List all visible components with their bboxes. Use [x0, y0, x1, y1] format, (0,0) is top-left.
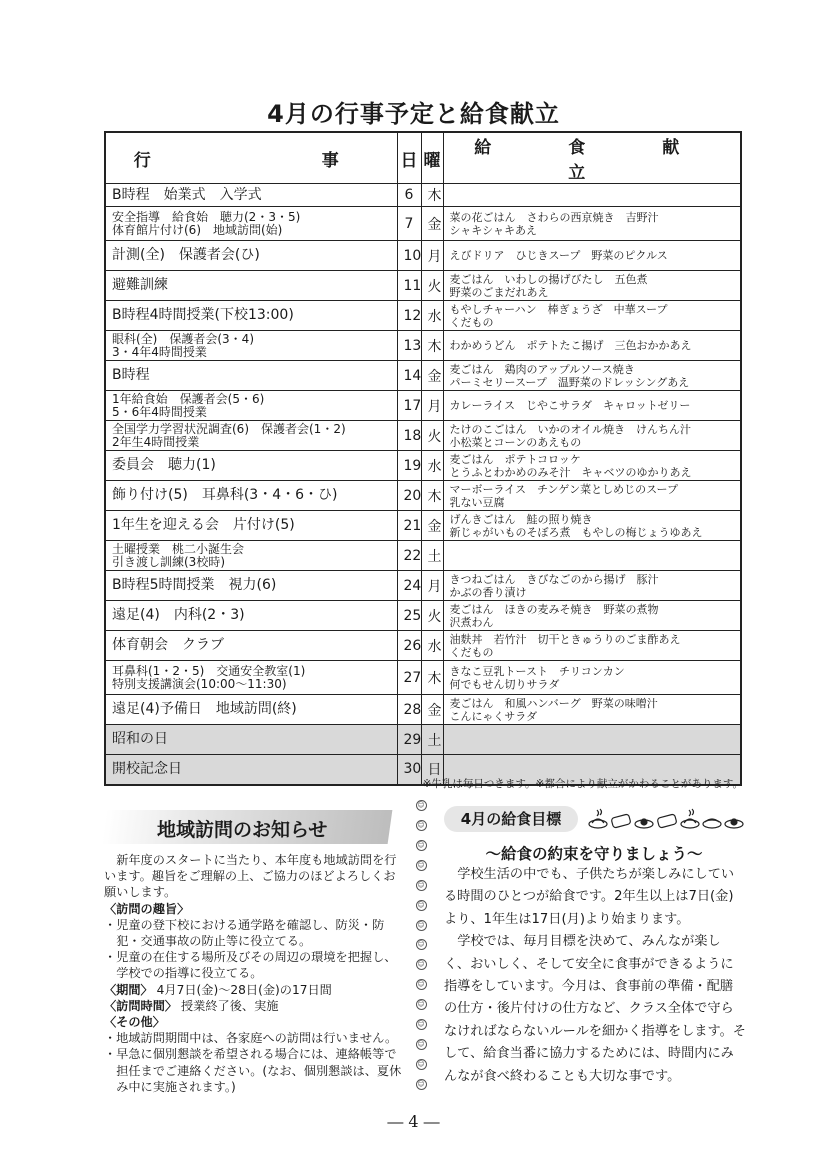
period-value: 4月7日(金)～28日(金)の17日間 — [156, 982, 332, 997]
event-cell: 飾り付け(5) 耳鼻科(3・4・6・ひ) — [105, 481, 397, 511]
table-row — [105, 601, 741, 631]
table-row — [105, 361, 741, 391]
event-cell: 計測(全) 保護者会(ひ) — [105, 241, 397, 271]
header-events: 行 事 — [105, 132, 397, 184]
weekday-cell: 木 — [421, 481, 443, 511]
menu-cell: わかめうどん ポテトたこ揚げ 三色おかかあえ — [443, 331, 741, 361]
menu-cell: 麦ごはん 和風ハンバーグ 野菜の味噌汁 こんにゃくサラダ — [443, 695, 741, 725]
other-item: ・地域訪問期間中は、各家庭への訪問は行いません。 — [104, 1031, 398, 1046]
event-cell: 遠足(4) 内科(2・3) — [105, 601, 397, 631]
weekday-cell: 月 — [421, 391, 443, 421]
day-cell: 22 — [397, 541, 421, 571]
table-row — [105, 511, 741, 541]
menu-cell: 麦ごはん ポテトコロッケ とうふとわかめのみそ汁 キャベツのゆかりあえ — [443, 451, 741, 481]
dot-icon: ☺ — [417, 1079, 425, 1088]
table-row — [105, 725, 741, 755]
goal-body — [444, 864, 746, 1088]
dot-icon: ☺ — [417, 1020, 425, 1029]
visit-intro: 新年度のスタートに当たり、本年度も地域訪問を行います。趣旨をご理解の上、ご協力のほどよろしくお願いします。 — [104, 853, 397, 900]
weekday-cell: 金 — [421, 511, 443, 541]
menu-cell: たけのこごはん いかのオイル焼き けんちん汁 小松菜とコーンのあえもの — [443, 421, 741, 451]
table-row — [105, 631, 741, 661]
weekday-cell: 金 — [421, 695, 443, 725]
day-cell: 30 — [397, 755, 421, 785]
table-row — [105, 391, 741, 421]
column-divider — [413, 800, 429, 1090]
visit-body — [104, 852, 404, 1095]
dot-icon: ☺ — [417, 840, 425, 849]
day-cell: 18 — [397, 421, 421, 451]
weekday-cell: 火 — [421, 421, 443, 451]
weekday-cell: 水 — [421, 301, 443, 331]
event-cell: 開校記念日 — [105, 755, 397, 785]
day-cell: 10 — [397, 241, 421, 271]
dot-icon: ☺ — [417, 940, 425, 949]
table-row — [105, 241, 741, 271]
event-cell: 眼科(全) 保護者会(3・4) 3・4年4時間授業 — [105, 331, 397, 361]
purpose-item: ・児童の登下校における通学路を確認し、防災・防犯・交通事故の防止等に役立てる。 — [104, 917, 385, 949]
dot-icon: ☺ — [417, 900, 425, 909]
menu-cell: カレーライス じやこサラダ キャロットゼリー — [443, 391, 741, 421]
weekday-cell: 木 — [421, 331, 443, 361]
weekday-cell: 金 — [421, 207, 443, 241]
weekday-cell: 火 — [421, 601, 443, 631]
table-row — [105, 421, 741, 451]
menu-cell: 麦ごはん いわしの揚げびたし 五色煮 野菜のごまだれあえ — [443, 271, 741, 301]
menu-cell: 菜の花ごはん さわらの西京焼き 吉野汁 シャキシャキあえ — [443, 207, 741, 241]
dot-icon: ☺ — [417, 820, 425, 829]
table-note: ※牛乳は毎日つきます。※都合により献立がかわることがあります。 — [422, 778, 743, 790]
weekday-cell: 土 — [421, 725, 443, 755]
dot-icon: ☺ — [417, 801, 425, 809]
dot-icon: ☺ — [417, 920, 425, 929]
table-row — [105, 207, 741, 241]
dot-icon: ☺ — [417, 1000, 425, 1009]
time-line — [104, 998, 404, 1014]
event-cell: 1年生を迎える会 片付け(5) — [105, 511, 397, 541]
period-line — [104, 982, 404, 998]
event-cell: B時程4時間授業(下校13:00) — [105, 301, 397, 331]
event-cell: B時程 — [105, 361, 397, 391]
header-day: 日 — [397, 132, 421, 184]
event-cell: 委員会 聴力(1) — [105, 451, 397, 481]
other-item: ・早急に個別懇談を希望される場合には、連絡帳等で担任までご連絡ください。(なお、個別懇談は、夏休み中に実施されます。) — [104, 1047, 402, 1094]
event-cell: 土曜授業 桃二小誕生会 引き渡し訓練(3校時) — [105, 541, 397, 571]
weekday-cell: 水 — [421, 451, 443, 481]
menu-cell: マーボーライス チンゲン菜としめじのスープ 乳ない豆腐 — [443, 481, 741, 511]
dot-icon: ☺ — [417, 980, 425, 989]
day-cell: 17 — [397, 391, 421, 421]
day-cell: 21 — [397, 511, 421, 541]
header-menu: 給 食 献 立 — [443, 132, 741, 184]
goal-subtitle: ～給食の約束を守りましょう～ — [485, 845, 703, 863]
goal-tag: 4月の給食目標 — [444, 806, 578, 832]
day-cell: 6 — [397, 184, 421, 207]
page-title: 4月の行事予定と給食献立 — [267, 100, 560, 128]
weekday-cell: 日 — [421, 755, 443, 785]
menu-cell — [443, 541, 741, 571]
menu-cell: きなこ豆乳トースト チリコンカン 何でもせん切りサラダ — [443, 661, 741, 695]
dot-icon: ☺ — [417, 860, 425, 869]
header-weekday: 曜 — [421, 132, 443, 184]
event-cell: B時程 始業式 入学式 — [105, 184, 397, 207]
day-cell: 13 — [397, 331, 421, 361]
event-cell: 体育朝会 クラブ — [105, 631, 397, 661]
event-cell: 全国学力学習状況調査(6) 保護者会(1・2) 2年生4時間授業 — [105, 421, 397, 451]
day-cell: 20 — [397, 481, 421, 511]
table-row — [105, 571, 741, 601]
day-cell: 29 — [397, 725, 421, 755]
event-cell: 耳鼻科(1・2・5) 交通安全教室(1) 特別支援講演会(10:00～11:30) — [105, 661, 397, 695]
period-label: 〈期間〉 — [104, 982, 153, 997]
day-cell: 27 — [397, 661, 421, 695]
menu-cell — [443, 725, 741, 755]
day-cell: 7 — [397, 207, 421, 241]
table-row — [105, 481, 741, 511]
day-cell: 28 — [397, 695, 421, 725]
menu-cell: げんきごはん 鮭の照り焼き 新じゃがいものそぼろ煮 もやしの梅じょうゆあえ — [443, 511, 741, 541]
day-cell: 25 — [397, 601, 421, 631]
weekday-cell: 木 — [421, 184, 443, 207]
weekday-cell: 火 — [421, 271, 443, 301]
event-cell: B時程5時間授業 視力(6) — [105, 571, 397, 601]
day-cell: 12 — [397, 301, 421, 331]
weekday-cell: 木 — [421, 661, 443, 695]
dishes-icon — [588, 804, 744, 832]
table-row — [105, 184, 741, 207]
dot-icon: ☺ — [417, 1040, 425, 1049]
menu-cell: もやしチャーハン 棒ぎょうざ 中華スープ くだもの — [443, 301, 741, 331]
event-cell: 安全指導 給食始 聴力(2・3・5) 体育館片付け(6) 地域訪問(始) — [105, 207, 397, 241]
table-row — [105, 451, 741, 481]
visit-heading: 地域訪問のお知らせ — [157, 819, 328, 841]
day-cell: 24 — [397, 571, 421, 601]
table-row — [105, 541, 741, 571]
menu-cell: えびドリア ひじきスープ 野菜のピクルス — [443, 241, 741, 271]
menu-cell: きつねごはん きびなごのから揚げ 豚汁 かぶの香り漬け — [443, 571, 741, 601]
weekday-cell: 金 — [421, 361, 443, 391]
weekday-cell: 月 — [421, 571, 443, 601]
day-cell: 19 — [397, 451, 421, 481]
weekday-cell: 水 — [421, 631, 443, 661]
event-cell: 遠足(4)予備日 地域訪問(終) — [105, 695, 397, 725]
goal-paragraph: 学校生活の中でも、子供たちが楽しみにしている時間のひとつが給食です。2年生以上は7日(金)より、1年生は17日(月)より始まります。 — [444, 867, 735, 927]
schedule-table — [104, 131, 757, 786]
table-header-row — [105, 132, 741, 184]
table-row — [105, 695, 741, 725]
menu-cell: 麦ごはん 鶏肉のアップルソース焼き パーミセリースープ 温野菜のドレッシングあえ — [443, 361, 741, 391]
table-row — [105, 661, 741, 695]
goal-paragraph: 学校では、毎月目標を決めて、みんなが楽しく、おいしく、そして安全に食事ができるように指導をしています。今月は、食事前の準備・配膳の仕方・後片付けの仕方など、クラス全体で守らなければならないルールを細かく指導をします。そして、給食当番に協力するためには、時間内にみんなが食べ終わることも大切な事です。 — [444, 934, 746, 1084]
dot-icon: ☺ — [417, 1059, 425, 1068]
menu-cell: 油麩丼 若竹汁 切干ときゅうりのごま酢あえ くだもの — [443, 631, 741, 661]
day-cell: 26 — [397, 631, 421, 661]
day-cell: 14 — [397, 361, 421, 391]
menu-cell: 麦ごはん ほきの麦みそ焼き 野菜の煮物 沢煮わん — [443, 601, 741, 631]
time-label: 〈訪問時間〉 — [104, 998, 178, 1013]
weekday-cell: 土 — [421, 541, 443, 571]
event-cell: 昭和の日 — [105, 725, 397, 755]
table-row — [105, 331, 741, 361]
page-number: ― 4 ― — [387, 1112, 440, 1131]
weekday-cell: 月 — [421, 241, 443, 271]
time-value: 授業終了後、実施 — [181, 998, 279, 1013]
other-label: 〈その他〉 — [104, 1015, 165, 1030]
purpose-label: 〈訪問の趣旨〉 — [104, 901, 190, 916]
dot-icon: ☺ — [417, 960, 425, 969]
dot-icon: ☺ — [417, 880, 425, 889]
menu-cell — [443, 184, 741, 207]
table-row — [105, 271, 741, 301]
event-cell: 避難訓練 — [105, 271, 397, 301]
table-row — [105, 301, 741, 331]
day-cell: 11 — [397, 271, 421, 301]
event-cell: 1年給食始 保護者会(5・6) 5・6年4時間授業 — [105, 391, 397, 421]
purpose-item: ・児童の在住する場所及びその周辺の環境を把握し、学校での指導に役立てる。 — [104, 950, 397, 981]
